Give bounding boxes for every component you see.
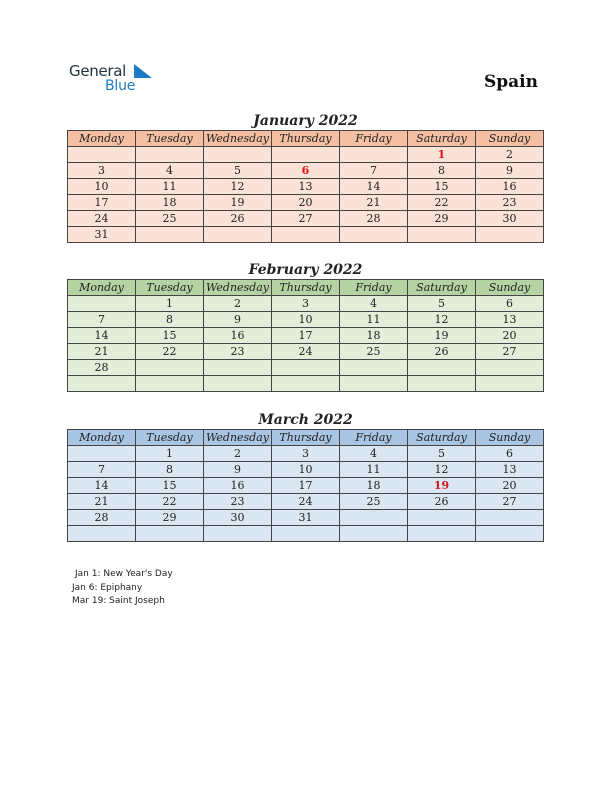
day-cell: 22 (408, 195, 476, 211)
day-cell: 21 (68, 494, 136, 510)
week-row (68, 227, 544, 243)
empty-day-cell (340, 147, 408, 163)
empty-day-cell (68, 147, 136, 163)
week-row (68, 360, 544, 376)
empty-day-cell (340, 510, 408, 526)
day-cell: 21 (68, 344, 136, 360)
day-cell: 17 (68, 195, 136, 211)
day-cell: 3 (272, 446, 340, 462)
day-cell: 27 (476, 344, 544, 360)
day-cell: 13 (272, 179, 340, 195)
week-row (68, 328, 544, 344)
weekday-header-row (68, 430, 544, 446)
empty-day-cell (204, 526, 272, 542)
month-january (67, 112, 544, 243)
calendar-grid (67, 429, 544, 542)
holiday-item: Jan 1: New Year's Day (75, 569, 173, 579)
calendar-grid (67, 279, 544, 392)
day-cell: 24 (272, 494, 340, 510)
empty-day-cell (272, 147, 340, 163)
week-row (68, 526, 544, 542)
month-title: March 2022 (258, 412, 353, 428)
empty-day-cell (476, 510, 544, 526)
day-cell: 10 (272, 462, 340, 478)
week-row (68, 462, 544, 478)
day-cell: 17 (272, 328, 340, 344)
day-cell: 23 (476, 195, 544, 211)
day-cell: 21 (340, 195, 408, 211)
day-cell: 6 (476, 446, 544, 462)
weekday-header-row (68, 280, 544, 296)
day-cell: 8 (136, 312, 204, 328)
empty-day-cell (136, 526, 204, 542)
day-cell: 19 (204, 195, 272, 211)
weekday-header: Friday (340, 280, 408, 296)
weekday-header-row (68, 131, 544, 147)
day-cell: 30 (204, 510, 272, 526)
day-cell: 2 (204, 446, 272, 462)
empty-day-cell (68, 526, 136, 542)
empty-day-cell (272, 376, 340, 392)
country-title: Spain (484, 72, 538, 92)
day-cell: 13 (476, 462, 544, 478)
weekday-header: Wednesday (204, 131, 272, 147)
holiday-item: Mar 19: Saint Joseph (72, 596, 165, 606)
empty-day-cell (408, 360, 476, 376)
week-row (68, 312, 544, 328)
day-cell: 24 (68, 211, 136, 227)
weekday-header: Friday (340, 430, 408, 446)
week-row (68, 494, 544, 510)
empty-day-cell (476, 360, 544, 376)
day-cell: 18 (340, 478, 408, 494)
holiday-list (72, 568, 173, 609)
empty-day-cell (68, 296, 136, 312)
week-row (68, 446, 544, 462)
empty-day-cell (136, 227, 204, 243)
day-cell: 10 (68, 179, 136, 195)
weekday-header: Saturday (408, 280, 476, 296)
day-cell: 6 (476, 296, 544, 312)
holiday-item: Jan 6: Epiphany (72, 582, 143, 593)
day-cell: 13 (476, 312, 544, 328)
empty-day-cell (68, 446, 136, 462)
weekday-header: Monday (68, 131, 136, 147)
logo-text-general: General (69, 62, 127, 80)
week-row (68, 478, 544, 494)
logo-text-blue: Blue (105, 78, 136, 94)
day-cell: 10 (272, 312, 340, 328)
day-cell: 11 (340, 462, 408, 478)
empty-day-cell (272, 360, 340, 376)
weekday-header: Wednesday (204, 280, 272, 296)
day-cell: 15 (136, 328, 204, 344)
day-cell: 19 (408, 328, 476, 344)
empty-day-cell (272, 526, 340, 542)
generalblue-logo (69, 60, 169, 96)
empty-day-cell (476, 227, 544, 243)
day-cell: 23 (204, 494, 272, 510)
logo-triangle-icon (134, 64, 152, 78)
empty-day-cell (340, 360, 408, 376)
day-cell: 31 (68, 227, 136, 243)
day-cell: 26 (408, 344, 476, 360)
empty-day-cell (408, 376, 476, 392)
empty-day-cell (136, 147, 204, 163)
day-cell: 14 (340, 179, 408, 195)
empty-day-cell (136, 376, 204, 392)
day-cell: 25 (340, 494, 408, 510)
day-cell: 20 (272, 195, 340, 211)
day-cell: 26 (204, 211, 272, 227)
day-cell: 24 (272, 344, 340, 360)
day-cell: 29 (408, 211, 476, 227)
day-cell: 17 (272, 478, 340, 494)
week-row (68, 344, 544, 360)
day-cell: 14 (68, 328, 136, 344)
day-cell: 16 (204, 478, 272, 494)
holiday-day-cell: 19 (408, 478, 476, 494)
empty-day-cell (340, 227, 408, 243)
empty-day-cell (272, 227, 340, 243)
empty-day-cell (476, 376, 544, 392)
day-cell: 9 (204, 312, 272, 328)
holiday-day-cell: 6 (272, 163, 340, 179)
empty-day-cell (204, 360, 272, 376)
day-cell: 3 (68, 163, 136, 179)
empty-day-cell (136, 360, 204, 376)
day-cell: 27 (272, 211, 340, 227)
weekday-header: Thursday (272, 131, 340, 147)
weekday-header: Saturday (408, 430, 476, 446)
holiday-day-cell: 1 (408, 147, 476, 163)
day-cell: 28 (68, 510, 136, 526)
day-cell: 27 (476, 494, 544, 510)
day-cell: 15 (408, 179, 476, 195)
day-cell: 23 (204, 344, 272, 360)
day-cell: 14 (68, 478, 136, 494)
day-cell: 4 (340, 446, 408, 462)
day-cell: 8 (136, 462, 204, 478)
day-cell: 5 (408, 446, 476, 462)
day-cell: 7 (68, 312, 136, 328)
empty-day-cell (68, 376, 136, 392)
day-cell: 16 (204, 328, 272, 344)
week-row (68, 510, 544, 526)
day-cell: 25 (136, 211, 204, 227)
empty-day-cell (340, 526, 408, 542)
empty-day-cell (204, 227, 272, 243)
weekday-header: Tuesday (136, 430, 204, 446)
day-cell: 9 (204, 462, 272, 478)
day-cell: 22 (136, 494, 204, 510)
day-cell: 7 (68, 462, 136, 478)
empty-day-cell (408, 526, 476, 542)
weekday-header: Sunday (476, 430, 544, 446)
day-cell: 12 (408, 312, 476, 328)
week-row (68, 376, 544, 392)
month-march (67, 411, 544, 542)
day-cell: 28 (340, 211, 408, 227)
weekday-header: Saturday (408, 131, 476, 147)
week-row (68, 211, 544, 227)
day-cell: 7 (340, 163, 408, 179)
weekday-header: Tuesday (136, 280, 204, 296)
week-row (68, 296, 544, 312)
week-row (68, 163, 544, 179)
weekday-header: Wednesday (204, 430, 272, 446)
empty-day-cell (408, 510, 476, 526)
day-cell: 1 (136, 296, 204, 312)
day-cell: 18 (340, 328, 408, 344)
day-cell: 11 (136, 179, 204, 195)
weekday-header: Friday (340, 131, 408, 147)
day-cell: 22 (136, 344, 204, 360)
day-cell: 2 (476, 147, 544, 163)
day-cell: 2 (204, 296, 272, 312)
week-row (68, 179, 544, 195)
day-cell: 25 (340, 344, 408, 360)
weekday-header: Tuesday (136, 131, 204, 147)
month-february (67, 261, 544, 392)
day-cell: 1 (136, 446, 204, 462)
month-title: February 2022 (248, 262, 363, 278)
day-cell: 8 (408, 163, 476, 179)
day-cell: 12 (204, 179, 272, 195)
day-cell: 18 (136, 195, 204, 211)
day-cell: 30 (476, 211, 544, 227)
day-cell: 9 (476, 163, 544, 179)
day-cell: 3 (272, 296, 340, 312)
empty-day-cell (204, 147, 272, 163)
day-cell: 29 (136, 510, 204, 526)
weekday-header: Sunday (476, 280, 544, 296)
week-row (68, 195, 544, 211)
day-cell: 4 (340, 296, 408, 312)
day-cell: 12 (408, 462, 476, 478)
day-cell: 16 (476, 179, 544, 195)
empty-day-cell (476, 526, 544, 542)
weekday-header: Sunday (476, 131, 544, 147)
calendar-grid (67, 130, 544, 243)
day-cell: 5 (408, 296, 476, 312)
weekday-header: Monday (68, 430, 136, 446)
month-title: January 2022 (253, 113, 358, 129)
day-cell: 26 (408, 494, 476, 510)
week-row (68, 147, 544, 163)
empty-day-cell (340, 376, 408, 392)
day-cell: 15 (136, 478, 204, 494)
empty-day-cell (204, 376, 272, 392)
day-cell: 5 (204, 163, 272, 179)
weekday-header: Thursday (272, 280, 340, 296)
day-cell: 20 (476, 478, 544, 494)
day-cell: 20 (476, 328, 544, 344)
day-cell: 11 (340, 312, 408, 328)
day-cell: 28 (68, 360, 136, 376)
empty-day-cell (408, 227, 476, 243)
day-cell: 31 (272, 510, 340, 526)
day-cell: 4 (136, 163, 204, 179)
weekday-header: Monday (68, 280, 136, 296)
weekday-header: Thursday (272, 430, 340, 446)
